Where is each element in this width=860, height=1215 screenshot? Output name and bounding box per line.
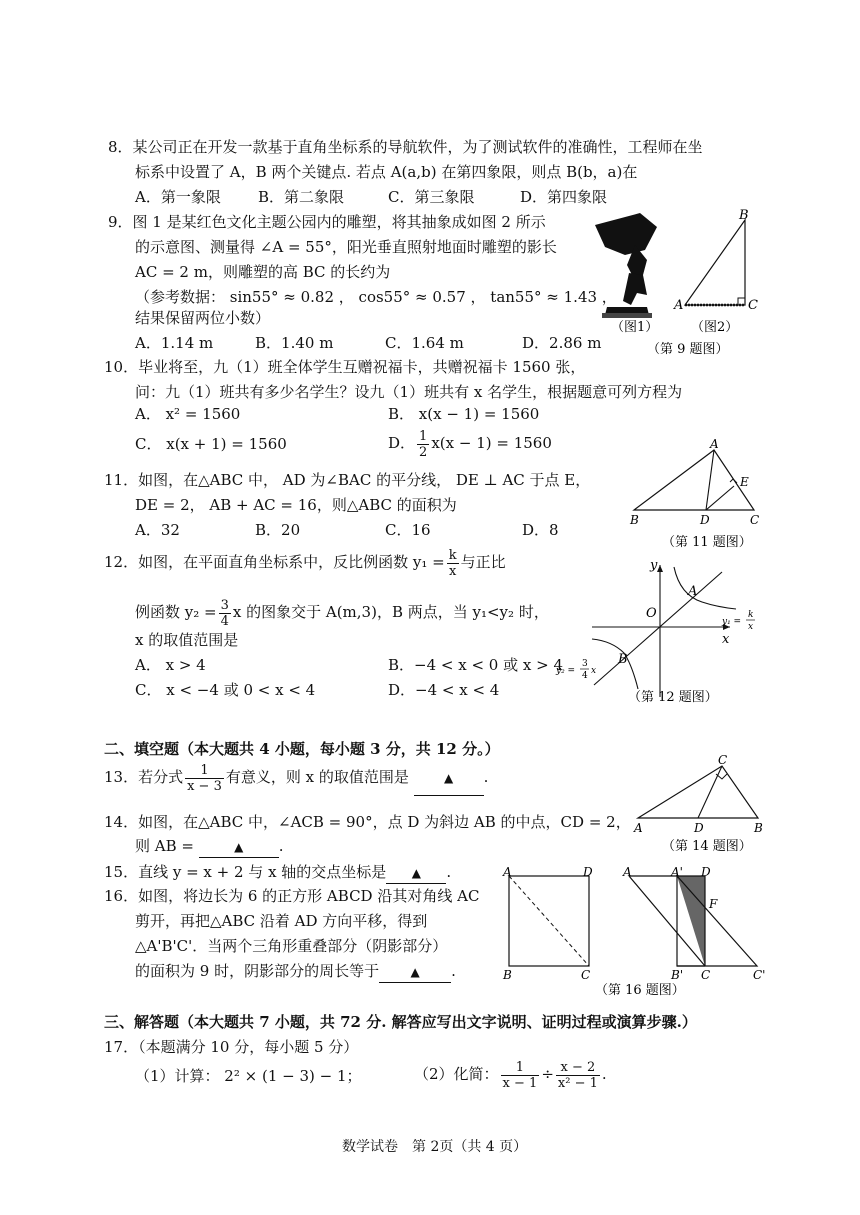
q12-fig-caption: （第 12 题图） [628,690,718,705]
q9-triangle [685,220,745,305]
q11-option-d: D．8 [522,521,559,539]
q12-line3: x 的取值范围是 [135,631,239,649]
q12-point-a: A [688,584,698,599]
q16-square-c: C [581,968,591,982]
q17-header: 17．（本题满分 10 分，每小题 5 分） [104,1038,359,1056]
q16-square-a: A [503,866,512,879]
page-footer: 数学试卷 第 2页（共 4 页） [342,1139,528,1155]
q14-point-a: A [634,821,643,835]
q8-option-a: A．第一象限 [135,188,221,206]
q9-point-b: B [739,208,749,223]
q9-point-c: C [748,298,758,313]
q11-figure [622,438,772,550]
q12-axis-x: x [722,632,730,647]
q12-label-y2-num: 3 [582,659,588,669]
q9-line1: 9．图 1 是某红色文化主题公园内的雕塑，将其抽象成如图 2 所示 [108,213,546,231]
q16-fig-c: C [701,968,711,982]
q16-square-d: D [583,866,593,879]
q9-figure [585,205,785,355]
q15-answer-blank[interactable]: ▲ [386,863,446,884]
q13-line: 13．若分式 $\frac{1}{x - 3}$ 有意义，则 x 的取值范围是 ▲ . [104,760,488,796]
q12-point-b: B [618,652,628,667]
q12-axis-y: y [650,558,658,573]
q17-part1: （1）计算： 2² × (1 − 3) − 1； [135,1067,362,1085]
q11-option-a: A．32 [135,521,180,539]
q9-option-b: B．1.40 m [255,334,334,352]
q16-line4: 的面积为 9 时，阴影部分的周长等于 ▲ . [135,961,456,983]
q12-figure [552,557,782,707]
q11-point-c: C [750,513,760,527]
q16-fig-a: A [623,866,632,879]
q8-option-c: C．第三象限 [388,188,475,206]
q14-fig-caption: （第 14 题图） [662,839,752,854]
q11-point-d: D [700,513,710,527]
section2-title: 二、填空题（本大题共 4 小题，每小题 3 分，共 12 分。） [104,740,500,758]
q12-label-y1-num: k [748,610,754,620]
q11-point-b: B [630,513,639,527]
q9-line5: 结果保留两位小数） [135,309,271,327]
q16-fig-c-prime: C' [753,968,766,982]
q12-label-y2: y₂ = [556,666,576,676]
q16-line2: 剪开，再把△ABC 沿着 AD 方向平移，得到 [135,912,428,930]
q11-point-e: E [740,475,749,489]
q11-line2: DE = 2， AB + AC = 16，则△ABC 的面积为 [135,496,457,514]
q9-line2: 的示意图、测量得 ∠A = 55°，阳光垂直照射地面时雕塑的影长 [135,238,557,256]
q14-line2: 则 AB = ▲ . [135,836,284,858]
q10-line1: 10．毕业将至，九（1）班全体学生互赠祝福卡，共赠祝福卡 1560 张， [104,358,586,376]
q12-option-c: C． x < −4 或 0 < x < 4 [135,681,316,699]
q12-line2: 例函数 y₂ = $\frac{3}{4}$ x 的图象交于 A(m,3)，B 两点，当 y₁<y₂ 时， [135,597,549,629]
q9-point-a: A [674,298,684,313]
q12-label-y1: y₁ = [722,617,742,627]
q8-line2: 标系中设置了 A，B 两个关键点. 若点 A(a,b) 在第四象限，则点 B(b，a)在 [135,163,638,181]
q12-option-b: B．−4 < x < 0 或 x > 4 [388,656,563,674]
q14-figure [628,752,778,858]
q10-option-a: A． x² = 1560 [135,405,241,423]
q14-answer-blank[interactable]: ▲ [199,837,279,858]
q14-point-b: B [754,821,763,835]
q16-fig-a-prime: A' [671,866,683,879]
q11-option-b: B．20 [255,521,301,539]
q12-origin: O [646,606,657,621]
q11-line1: 11．如图，在△ABC 中， AD 为∠BAC 的平分线， DE ⊥ AC 于点 E， [104,471,591,489]
q9-option-a: A．1.14 m [135,334,214,352]
q11-point-a: A [710,438,719,451]
q16-fig-d: D [701,866,711,879]
q14-line1: 14．如图，在△ABC 中，∠ACB = 90°，点 D 为斜边 AB 的中点，CD = 2， [104,813,631,831]
q16-line3: △A'B'C'．当两个三角形重叠部分（阴影部分） [135,937,448,955]
section3-title: 三、解答题（本大题共 7 小题，共 72 分. 解答应写出文字说明、证明过程或演算步骤.） [104,1013,697,1031]
q14-point-c: C [718,753,728,767]
q9-fig1-label: （图1） [611,320,659,335]
q10-option-d: D． $\frac{1}{2}$ x(x − 1) = 1560 [388,428,552,460]
q14-point-d: D [694,821,704,835]
statue-image [595,213,657,318]
q13-answer-blank[interactable]: ▲ [414,761,484,796]
q9-fig2-label: （图2） [691,320,739,335]
q9-option-c: C．1.64 m [385,334,464,352]
q15-line: 15．直线 y = x + 2 与 x 轴的交点坐标是 ▲ . [104,862,451,884]
q12-option-d: D．−4 < x < 4 [388,681,500,699]
q11-option-c: C．16 [385,521,431,539]
q8-option-b: B．第二象限 [258,188,345,206]
q16-fig-f: F [709,897,718,911]
q9-fig-caption: （第 9 题图） [647,342,729,355]
q12-label-y1-den: x [748,622,754,632]
q16-fig-b-prime: B' [671,968,684,982]
q12-label-y2-den: 4 [582,671,588,681]
q16-line1: 16．如图，将边长为 6 的正方形 ABCD 沿其对角线 AC [104,887,480,905]
q10-line2: 问：九（1）班共有多少名学生？设九（1）班共有 x 名学生，根据题意可列方程为 [135,383,683,401]
q17-part2: （2）化简： $\frac{1}{x - 1}$ ÷ $\frac{x - 2}{\text{x² − 1}}$ . [414,1059,607,1091]
q8-line1: 8．某公司正在开发一款基于直角坐标系的导航软件，为了测试软件的准确性，工程师在坐 [108,138,703,156]
q12-line1: 12．如图，在平面直角坐标系中，反比例函数 y₁ = $\frac{k}{x}$ 与正比 [104,547,506,579]
q12-label-y2-x: x [591,666,597,676]
q16-answer-blank[interactable]: ▲ [379,962,451,983]
q9-line4: （参考数据： sin55° ≈ 0.82 ， cos55° ≈ 0.57 ， tan55° ≈ 1.43 ， [135,288,617,306]
q11-fig-caption: （第 11 题图） [662,535,752,550]
q16-fig-caption: （第 16 题图） [595,983,685,998]
q10-option-c: C． x(x + 1) = 1560 [135,435,287,453]
q16-figure [495,866,780,998]
q12-option-a: A． x > 4 [135,656,206,674]
q9-option-d: D．2.86 m [522,334,602,352]
q16-square-b: B [503,968,512,982]
q8-option-d: D．第四象限 [520,188,608,206]
q9-line3: AC = 2 m，则雕塑的高 BC 的长约为 [135,263,391,281]
q10-option-b: B． x(x − 1) = 1560 [388,405,540,423]
